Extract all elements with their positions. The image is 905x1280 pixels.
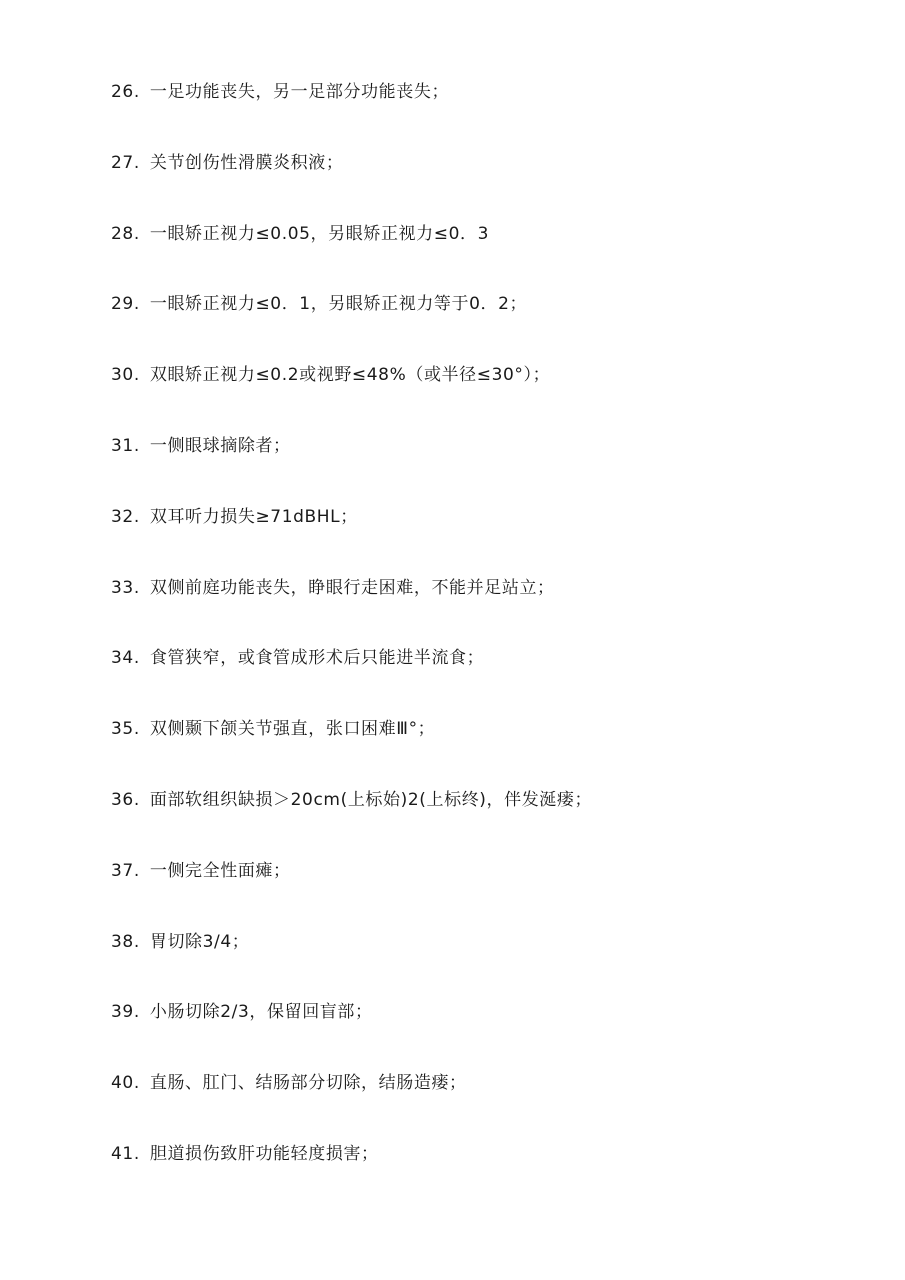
list-item: [111, 78, 871, 149]
list-item: [111, 786, 871, 857]
item-text: 一眼矫正视力≤0.05，另眼矫正视力≤0．3: [149, 223, 490, 244]
list-item: [111, 928, 871, 999]
item-number: 35.: [111, 719, 140, 740]
item-text: 关节创伤性滑膜炎积液；: [149, 152, 344, 173]
list-item: [111, 503, 871, 574]
item-number: 40.: [111, 1073, 140, 1094]
item-number: 39.: [111, 1002, 140, 1023]
item-text: 双眼矫正视力≤0.2或视野≤48%（或半径≤30°）；: [149, 365, 551, 386]
item-number: 26.: [111, 82, 140, 102]
item-number: 32.: [111, 506, 140, 527]
item-text: 双耳听力损失≥71dBHL；: [149, 506, 358, 527]
list-item: [111, 432, 871, 503]
list-item: [111, 998, 871, 1069]
list-item: [111, 715, 871, 786]
item-number: 27.: [111, 152, 140, 173]
item-text: 胆道损伤致肝功能轻度损害；: [149, 1143, 379, 1164]
item-number: 33.: [111, 577, 140, 598]
item-text: 胃切除3/4；: [149, 931, 250, 952]
item-number: 41.: [111, 1143, 140, 1164]
item-text: 面部软组织缺损＞20cm(上标始)2(上标终)，伴发涎瘘；: [149, 789, 593, 810]
item-text: 一侧完全性面瘫；: [149, 860, 291, 881]
item-number: 29.: [111, 294, 140, 315]
disability-item-list: [111, 78, 871, 1211]
list-item: [111, 149, 871, 220]
list-item: [111, 220, 871, 291]
item-number: 36.: [111, 789, 140, 810]
item-text: 双侧前庭功能丧失，睁眼行走困难，不能并足站立；: [149, 577, 555, 598]
item-text: 一侧眼球摘除者；: [149, 435, 291, 456]
item-number: 34.: [111, 648, 140, 669]
item-number: 38.: [111, 931, 140, 952]
list-item: [111, 361, 871, 432]
list-item: [111, 1140, 871, 1211]
item-text: 双侧颞下颌关节强直，张口困难Ⅲ°；: [149, 719, 436, 740]
list-item: [111, 290, 871, 361]
item-text: 食管狭窄，或食管成形术后只能进半流食；: [149, 648, 485, 669]
list-item: [111, 574, 871, 645]
list-item: [111, 644, 871, 715]
item-text: 小肠切除2/3，保留回盲部；: [149, 1002, 373, 1023]
item-number: 28.: [111, 223, 140, 244]
item-text: 直肠、肛门、结肠部分切除，结肠造瘘；: [149, 1073, 467, 1094]
list-item: [111, 1069, 871, 1140]
item-number: 31.: [111, 435, 140, 456]
item-number: 30.: [111, 365, 140, 386]
item-text: 一眼矫正视力≤0．1，另眼矫正视力等于0．2；: [149, 294, 528, 315]
item-number: 37.: [111, 860, 140, 881]
list-item: [111, 857, 871, 928]
item-text: 一足功能丧失，另一足部分功能丧失；: [149, 82, 450, 102]
